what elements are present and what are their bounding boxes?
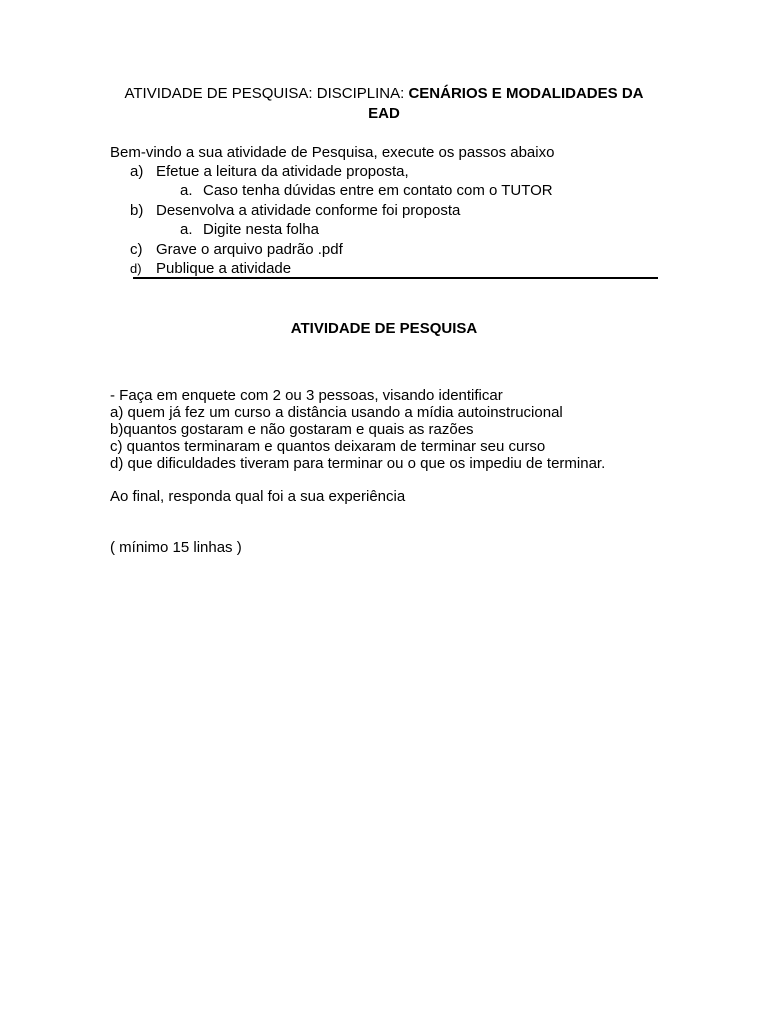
list-item (110, 220, 670, 239)
task-line: d) que dificuldades tiveram para terminar ou o que os impediu de terminar. (110, 455, 606, 472)
list-marker: c) (130, 240, 143, 258)
list-marker: a. (180, 182, 193, 200)
task-line: c) quantos terminaram e quantos deixaram de terminar seu curso (110, 438, 546, 455)
header-discipline: CENÁRIOS E MODALIDADES DA EAD (368, 85, 644, 122)
list-item-text: Efetue a leitura da atividade proposta, (156, 163, 409, 180)
list-marker: d) (130, 260, 142, 276)
list-item-text: Digite nesta folha (203, 221, 319, 239)
intro-text: Bem-vindo a sua atividade de Pesquisa, execute os passos abaixo (110, 144, 555, 161)
task-line: a) quem já fez um curso a distância usando a mídia autoinstrucional (110, 404, 563, 421)
list-marker: a) (130, 163, 144, 180)
list-item-text: Publique a atividade (156, 259, 292, 277)
list-item-text: Caso tenha dúvidas entre em contato com o TUTOR (203, 182, 553, 200)
list-item-text: Desenvolva a atividade conforme foi proposta (156, 201, 461, 219)
list-item-text: Grave o arquivo padrão .pdf (156, 240, 343, 258)
document-header (108, 84, 660, 124)
minimum-note: ( mínimo 15 linhas ) (110, 539, 242, 556)
list-marker: a. (180, 221, 193, 239)
list-item (110, 162, 670, 181)
horizontal-rule (133, 277, 658, 279)
section-title: ATIVIDADE DE PESQUISA (290, 320, 478, 337)
steps-list (110, 162, 670, 278)
task-instructions (110, 387, 605, 472)
task-line: b)quantos gostaram e não gostaram e quais as razões (110, 421, 474, 438)
list-marker: b) (130, 201, 144, 219)
list-item (110, 259, 670, 278)
final-question: Ao final, responda qual foi a sua experiência (110, 488, 406, 505)
header-prefix: ATIVIDADE DE PESQUISA: DISCIPLINA: (124, 85, 409, 102)
list-item (110, 181, 670, 200)
task-line: - Faça em enquete com 2 ou 3 pessoas, visando identificar (110, 387, 503, 404)
list-item (110, 240, 670, 259)
list-item (110, 201, 670, 220)
